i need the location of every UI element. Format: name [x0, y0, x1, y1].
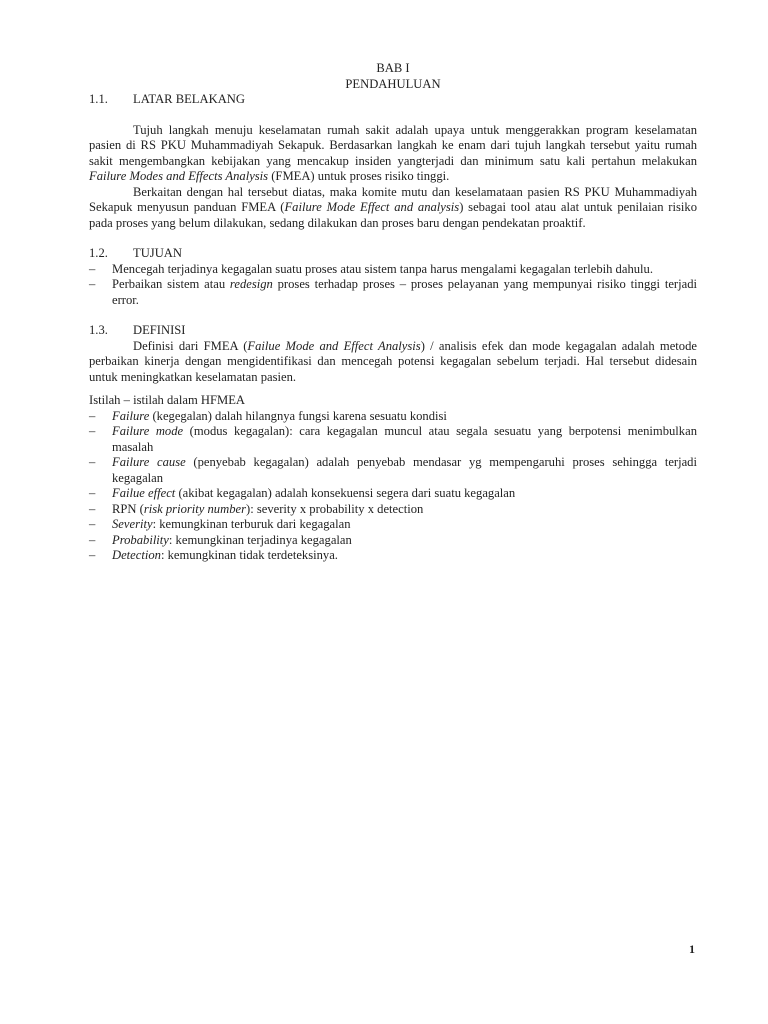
terms-list	[89, 409, 697, 564]
section-title: DEFINISI	[133, 323, 186, 337]
list-item: – Detection: kemungkinan tidak terdeteksinya.	[89, 548, 697, 564]
section-number: 1.2.	[89, 246, 108, 260]
chapter-title: PENDAHULUAN	[345, 76, 441, 91]
section-number: 1.1.	[89, 92, 108, 106]
section-heading-definisi	[89, 323, 697, 339]
terms-intro: Istilah – istilah dalam HFMEA	[89, 393, 246, 407]
paragraph-definisi: Definisi dari FMEA (Failue Mode and Effect Analysis) / analisis efek dan mode kegagalan adalah metode perbaikan kinerja dengan mengidentifikasi dan mencegah potensi kegagalan sebelum terjadi. Hal tersebut didesain untuk meningkatkan keselamatan pasien.	[89, 338, 697, 384]
section-title: LATAR BELAKANG	[133, 92, 245, 106]
list-item: – Severity: kemungkinan terburuk dari kegagalan	[89, 517, 697, 533]
paragraph-latar-belakang-2: Berkaitan dengan hal tersebut diatas, maka komite mutu dan keselamataan pasien RS PKU Muhammadiyah Sekapuk menyusun panduan FMEA (Failure Mode Effect and analysis) sebagai tool atau alat untuk penilaian risiko pada proses yang belum dilakukan, sedang dilakukan dan proses baru dengan pendekatan proaktif.	[89, 184, 697, 230]
section-heading-tujuan	[89, 246, 697, 262]
chapter-number: BAB I	[376, 61, 410, 75]
page-content	[89, 61, 697, 564]
list-item: – Mencegah terjadinya kegagalan suatu proses atau sistem tanpa harus mengalami kegagalan terlebih dahulu.	[89, 262, 697, 278]
list-item: – Failure cause (penyebab kegagalan) adalah penyebab mendasar yg mempengaruhi proses sehingga terjadi kegagalan	[89, 455, 697, 486]
section-title: TUJUAN	[133, 246, 182, 260]
section-number: 1.3.	[89, 323, 108, 337]
page-number: 1	[689, 942, 695, 956]
tujuan-list	[89, 262, 697, 309]
list-item: – Probability: kemungkinan terjadinya kegagalan	[89, 533, 697, 549]
list-item: – Failue effect (akibat kegagalan) adalah konsekuensi segera dari suatu kegagalan	[89, 486, 697, 502]
list-item: – Failure mode (modus kegagalan): cara kegagalan muncul atau segala sesuatu yang berpotensi menimbulkan masalah	[89, 424, 697, 455]
list-item: – Perbaikan sistem atau redesign proses terhadap proses – proses pelayanan yang mempunyai risiko tinggi terjadi error.	[89, 277, 697, 308]
list-item: – RPN (risk priority number): severity x probability x detection	[89, 502, 697, 518]
section-heading-latar-belakang	[89, 92, 697, 108]
paragraph-latar-belakang-1: Tujuh langkah menuju keselamatan rumah sakit adalah upaya untuk menggerakkan program keselamatan pasien di RS PKU Muhammadiyah Sekapuk. Berdasarkan langkah ke enam dari tujuh langkah tersebut yaitu rumah sakit mengembangkan kebijakan yang mencakup insiden yangterjadi dan minimum satu kali pertahun melakukan Failure Modes and Effects Analysis (FMEA) untuk proses risiko tinggi.	[89, 122, 697, 183]
list-item: – Failure (kegegalan) dalah hilangnya fungsi karena sesuatu kondisi	[89, 409, 697, 425]
